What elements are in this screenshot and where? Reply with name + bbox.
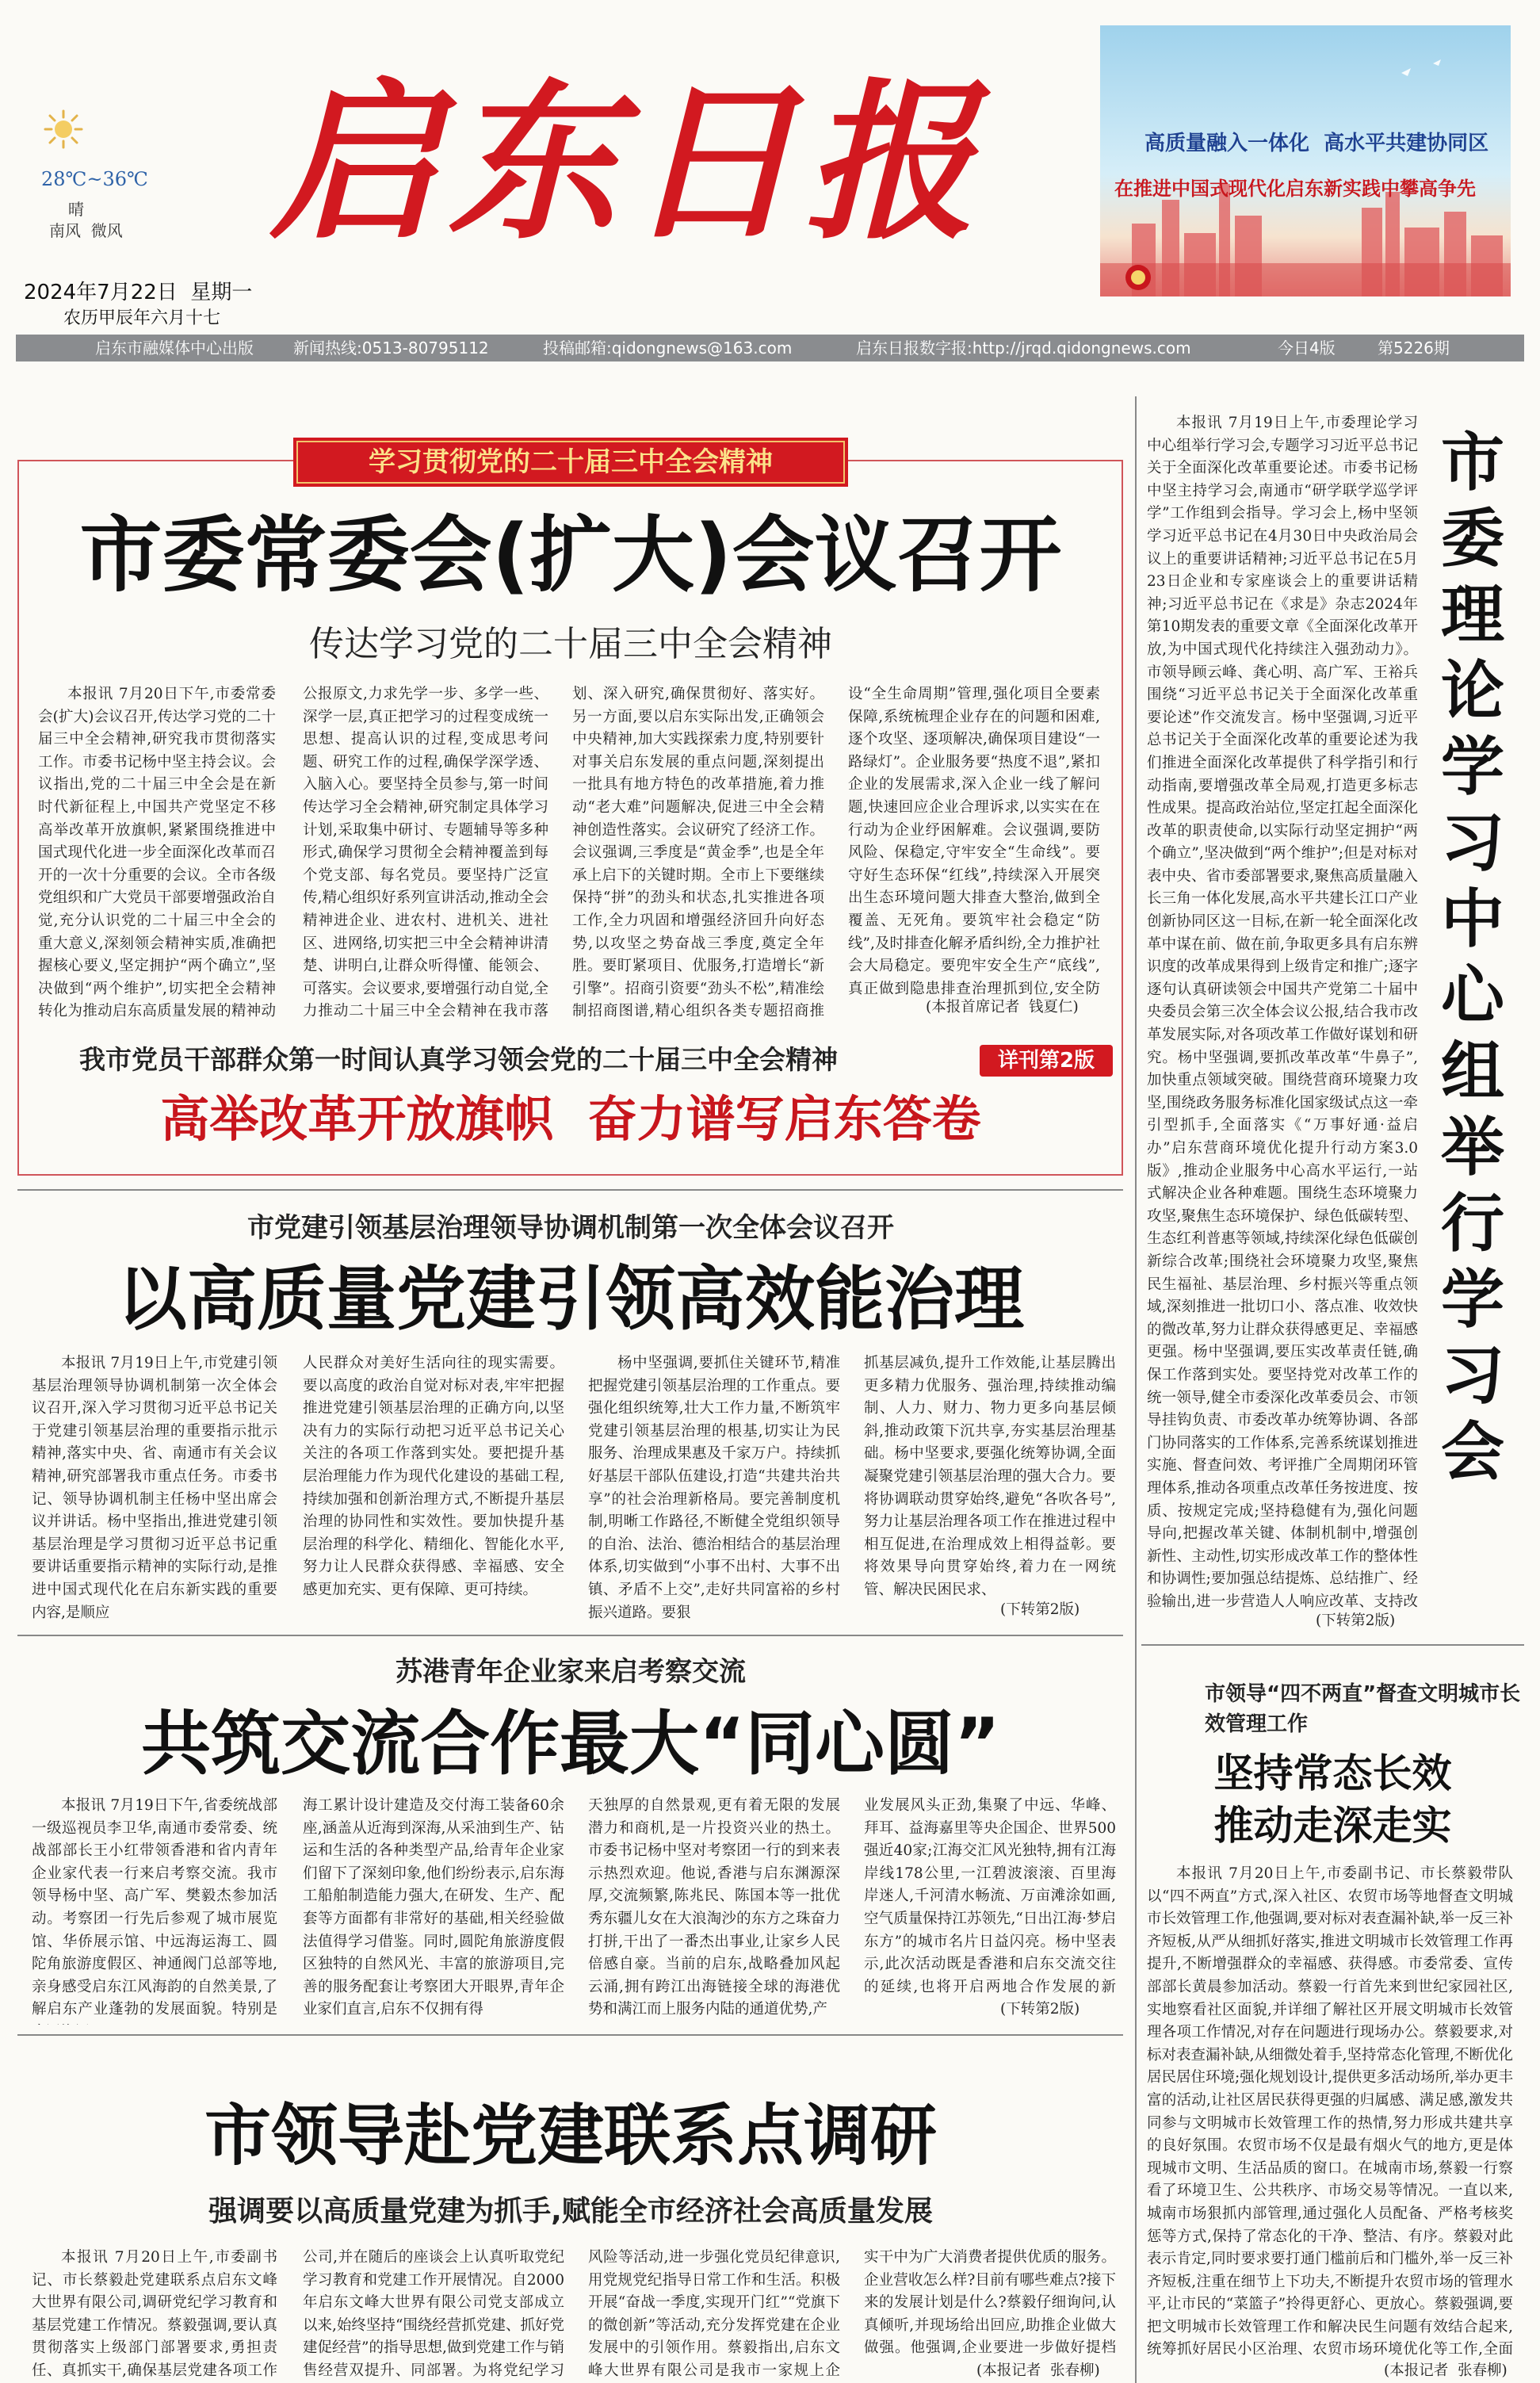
art3-col-4: 业发展风头正劲,集聚了中远、华峰、拜耳、益海嘉里等央企国企、世界500强近40家;江海交汇风光独特,拥有江海岸线178公里,一江碧波滚滚、百里海岸迷人,千河清水畅流、万亩滩涂如画,空气质量保持江苏领先,“日出江海·梦启东方”的城市名片日益闪亮。杨中坚表示,此次活动既是香港和启东交流交往的延续,也将开启两地合作发展的新: [864, 1797, 1116, 1995]
info-bar: [16, 335, 1524, 361]
art3-col-3: 天独厚的自然景观,更有着无限的发展潜力和商机,是一片投资兴业的热土。市委书记杨中坚对考察团一行的到来表示热烈欢迎。他说,香港与启东渊源深厚,交流频繁,陈兆民、陈国本等一批优秀东疆儿女在大浪淘沙的东方之珠奋力打拼,干出了一番杰出事业,让家乡人民倍感自豪。当前的启东,战略叠加风起云涌,拥有跨江出海链接全球的海港优势和满江而上服务内陆的通道优势,产: [588, 1797, 840, 2018]
column-divider: [1135, 396, 1137, 2383]
lead-banner-text: 学习贯彻党的二十届三中全会精神: [369, 446, 773, 478]
promo-slogan-2: 在推进中国式现代化启东新实践中攀高争先: [1114, 178, 1476, 200]
art4-col-4: 实干中为广大消费者提供优质的服务。企业营收怎么样?目前有哪些难点?接下来的发展计划是什么?蔡毅仔细询问,认真倾听,并现场给出回应,助推企业做大做强。他强调,企业要进一步做好提档: [864, 2249, 1116, 2357]
lead-subheadline: 传达学习党的二十届三中全会精神: [309, 624, 832, 664]
issue-number: 第5226期: [1378, 339, 1450, 358]
art3-col-2: 海工累计设计建造及交付海工装备60余座,涵盖从近海到深海,从采油到生产、钻运和生活的各种类型产品,给青年企业家们留下了深刻印象,他们纷纷表示,启东海工船舶制造能力强大,在研发、生产、配套等方面都有非常好的基础,相关经验做法值得学习借鉴。同时,圆陀角旅游度假区独特的自然风光、丰富的旅游项目,完善的服务配套让考察团大开眼界,青年企业家们直言,启东不仅拥有得: [303, 1797, 564, 2018]
lead-headline: 市委常委会(扩大)会议召开: [79, 507, 1062, 603]
lead-body-col-1: 本报讯 7月20日下午,市委常委会(扩大)会议召开,传达学习党的二十届三中全会精神,研究我市贯彻落实工作。市委书记杨中坚主持会议。会议指出,党的二十届三中全会是在新时代新征程上,中国共产党坚定不移高举改革开放旗帜,紧紧围绕推进中国式现代化进一步全面深化改革而召开的一次十分重要的会议。全市各级党组织和广大党员干部要增强政治自觉,充分认识党的二十届三中全会的重大意义,深刻领会精神实质,准确把握核心要义,坚定拥护“两个确立”,坚决做到“两个维护”,切实把全会精神转化为推动启东高质量发展的精神动: [38, 686, 276, 1019]
divider: [17, 1635, 1123, 1636]
page-count: 今日4版: [1278, 339, 1336, 358]
art4-byline: (本报记者 张春柳): [976, 2362, 1100, 2379]
sun-icon: [44, 109, 83, 149]
submission-email: 投稿邮箱:qidongnews@163.com: [543, 339, 793, 358]
right-bottom-kicker: 市领导“四不两直”督查文明城市长效管理工作: [1205, 1682, 1521, 1736]
right-top-text: 本报讯 7月19日上午,市委理论学习中心组举行学习会,专题学习习近平总书记关于全面深化改革重要论述。市委书记杨中坚主持学习会,南通市“研学联学巡学评学”工作组到会指导。学习会上,杨中坚领学习近平总书记在4月30日中央政治局会议上的重要讲话精神;习近平总书记在5月23日企业和专家座谈会上的重要讲话精神;习近平总书记在《求是》杂志2024年第10期发表的重要文章《全面深化改革开放,为中国式现代化持续注入强劲动力》。市领导顾云峰、龚心明、高广军、王裕兵围绕“习近平总书记关于全面深化改革重要论述”作交流发言。杨中坚强调,习近平总书记关于全面深化改革的重要论述为我们推进全面深化改革提供了科学指引和行动指南,要增强改革全局观,打造更多标志性成果。提高政治站位,坚定扛起全面深化改革的职责使命,以实际行动坚定拥护“两个确立”,坚决做到“两个维护”;但是对标对表中央、省市委部署要求,聚焦高质量融入长三角一体化发展,高水平共建长江口产业创新协同区这一目标,在新一轮全面深化改革中谋在前、做在前,争取更多具有启东辨识度的改革成果得到上级肯定和推广;逐字逐句认真研读领会中国共产党第二十届中央委员会第三次全体会议公报,结合我市改革发展实际,对各项改革工作做好谋划和研究。杨中坚强调,要抓改革改革“牛鼻子”,加快重点领域突破。围绕营商环境聚力攻坚,围绕政务服务标准化国家级试点这一牵引型抓手,全面落实《“万事好通·益启办”启东营商环境优化提升行动方案3.0版》,推动企业服务中心高水平运行,一站式解决企业各种难题。围绕生态环境聚力攻坚,聚焦生态环境保护、绿色低碳转型、生态红利普惠等领域,持续深化绿色低碳创新综合改革;围绕社会环境聚力攻坚,聚焦民生福祉、基层治理、乡村振兴等重点领域,深刻推进一批切口小、落点准、收效快的微改革,努力让群众获得感更足、幸福感更强。杨中坚强调,要压实改革责任链,确保工作落到实处。要坚持党对改革工作的统一领导,健全市委深化改革委员会、市领导挂钩负责、市委改革办统筹协调、各部门协同落实的工作体系,完善系统谋划推进实施、督查问效、考评推广全周期闭环管理体系,推动各项重点改革任务按进度、按质、按规定完成;坚持稳健有为,强化问题导向,把握改革关键、体制机制中,增强创新性、主动性,切实形成改革工作的整体性和协调性;要加强总结提炼、总结推广、经验输出,进一步营造人人响应改革、支持改: [1147, 415, 1418, 1609]
promo-banner: [1100, 25, 1511, 296]
right-bottom-headline-line-2: 推动走深走实: [1213, 1803, 1452, 1849]
right-bottom-text: 本报讯 7月20日上午,市委副书记、市长蔡毅带队以“四不两直”方式,深入社区、农贸市场等地督查文明城市长效管理工作,他强调,要对标对表查漏补缺,举一反三补齐短板,从严从细抓好落实,推进文明城市长效管理工作再提升,不断增强群众的幸福感、获得感。市委常委、宣传部部长黄晨参加活动。蔡毅一行首先来到世纪家园社区,实地察看社区面貌,并详细了解社区开展文明城市长效管理各项工作情况,对存在问题进行现场办公。蔡毅要求,对标对表查漏补缺,从细微处着手,坚持常态化管理,不断优化居民居住环境;强化规划设计,提供更多活动场所,举办更丰富的活动,让社区居民获得更强的归属感、满足感,激发共同参与文明城市长效管理工作的热情,努力形成共建共享的良好氛围。农贸市场不仅是最有烟火气的地方,更是体现城市文明、生活品质的窗口。在城南市场,蔡毅一行察看了环境卫生、公共秩序、市场交易等情况。一直以来,城南市场狠抓内部管理,通过强化人员配备、严格考核奖惩等方式,保持了常态化的干净、整洁、有序。蔡毅对此表示肯定,同时要求要打通门槛前后和门槛外,举一反三补齐短板,注重在细节上下功夫,不断提升农贸市场的管理水平,让市民的“菜篮子”拎得更舒心、更放心。蔡毅强调,要把文明城市长效管理工作和解决民生问题有效结合起来,统筹抓好居民小区治理、农贸市场环境优化等工作,全面: [1147, 1865, 1513, 2358]
divider: [1141, 1644, 1524, 1646]
art2-col-3: 杨中坚强调,要抓住关键环节,精准把握党建引领基层治理的工作重点。要强化组织统筹,壮大工作力量,不断筑牢党建引领基层治理的根基,切实让为民服务、治理成果惠及千家万户。持续抓好基层干部队伍建设,打造“共建共治共享”的社会治理新格局。要完善制度机制,明晰工作路径,不断健全党组织领导的自治、法治、德治相结合的基层治理体系,切实做到“小事不出村、大事不出镇、矛盾不上交”,走好共同富裕的乡村振兴道路。要狠: [588, 1355, 840, 1621]
publisher-label: 启东市融媒体中心出版: [95, 339, 254, 358]
art3-headline: 共筑交流合作最大“同心圆”: [141, 1703, 1000, 1784]
art4-headline: 市领导赴党建联系点调研: [204, 2097, 937, 2175]
art3-col-1: 本报讯 7月19日下午,省委统战部一级巡视员李卫华,南通市委常委、统战部部长王小红带领香港和省内青年企业家代表一行来启考察交流。我市领导杨中坚、高广军、樊毅杰参加活动。考察团一行先后参观了城市展览馆、华侨展示馆、中远海运海工、圆陀角旅游度假区、神通阀门总部等地,亲身感受启东江风海韵的自然美景,了解启东产业蓬勃的发展面貌。特别是: [32, 1797, 277, 2018]
divider: [17, 1189, 1123, 1191]
art2-col-2: 人民群众对美好生活向往的现实需要。要以高度的政治自觉对标对表,牢牢把握推进党建引领基层治理的正确方向,以坚决有力的实际行动把习近平总书记关心关注的各项工作落到实处。要把提升基层治理能力作为现代化建设的基础工程,持续加强和创新治理方式,不断提升基层治理的协同性和实效性。要加快提升基层治理的科学化、精细化、智能化水平,努力让人民群众获得感、幸福感、安全感更加充实、更有保障、更可持续。: [303, 1355, 564, 1598]
lead-sub-summary: 我市党员干部群众第一时间认真学习领会党的二十届三中全会精神: [79, 1044, 838, 1075]
right-top-vertical-headline: 市委理论学习中心组举行学习会: [1441, 426, 1504, 1489]
lunar-date: 农历甲辰年六月十七: [63, 308, 221, 328]
art4-col-2: 公司,并在随后的座谈会上认真听取党纪学习教育和党建工作开展情况。自2000年启东文峰大世界有限公司党支部成立以来,始终坚持“围绕经营抓党建、抓好党建促经营”的指导思想,做到党建工作与销售经营双提升、同部署。为将党纪学习: [303, 2249, 564, 2379]
lead-body-col-3: 划、深入研究,确保贯彻好、落实好。另一方面,要以启东实际出发,正确领会中央精神,加大实践探索力度,特别要针对事关启东发展的重点问题,深刻提出一批具有地方特色的改革措施,着力推动“老大难”问题解决,促进三中全会精神创造性落实。会议研究了经济工作。会议强调,三季度是“黄金季”,也是全年承上启下的关键时期。全市上下要继续保持“拼”的劲头和状态,扎实推进各项工作,全力巩固和增强经济回升向好态势,以攻坚之势奋战三季度,奠定全年胜。要盯紧项目、优服务,打造增长“新引擎”。招商引资要“劲头不松”,精准绘制招商图谱,精心组织各类专题招商推: [572, 686, 824, 1019]
news-hotline: 新闻热线:0513-80795112: [293, 339, 489, 358]
weather-wind: 南风 微风: [49, 221, 123, 240]
divider: [17, 2034, 1123, 2036]
weather-temperature: 28℃~36℃: [41, 168, 148, 190]
lead-sub-headline: 高举改革开放旗帜 奋力谱写启东答卷: [160, 1090, 981, 1148]
art2-col-4: 抓基层减负,提升工作效能,让基层腾出更多精力优服务、强治理,持续推动编制、人力、财力、物力更多向基层倾斜,推动政策下沉共享,夯实基层治理基础。杨中坚要求,要强化统筹协调,全面凝聚党建引领基层治理的强大合力。要将协调联动贯穿始终,避免“各吹各号”,努力让基层治理各项工作在推进过程中相互促进,在治理成效上相得益彰。要将效果导向贯穿始终,着力在一网统管、解决民困民求、: [864, 1355, 1116, 1598]
lead-body-col-4: 设“全生命周期”管理,强化项目全要素保障,系统梳理企业存在的问题和困难,逐个攻坚、逐项解决,确保项目建设“一路绿灯”。企业服务要“热度不退”,紧扣企业的发展需求,深入企业一线了解问题,快速回应企业合理诉求,以实实在在行动为企业纾困解难。会议强调,要防风险、保稳定,守牢安全“生命线”。要守好生态环保“红线”,持续深入开展突出生态环境问题大排查大整治,做到全覆盖、无死角。要筑牢社会稳定“防线”,及时排查化解矛盾纠纷,全力推护社会大局稳定。要兜牢安全生产“底线”,真正做到隐患排查治理抓到位,安全防: [848, 686, 1100, 996]
newspaper-title: 启东日报: [269, 62, 983, 262]
right-bottom-headline-line-1: 坚持常态长效: [1213, 1750, 1452, 1796]
art2-continued: (下转第2版): [1000, 1601, 1080, 1618]
right-top-continued: (下转第2版): [1316, 1612, 1396, 1629]
art3-continued: (下转第2版): [1000, 2001, 1080, 2018]
art3-kicker: 苏港青年企业家来启考察交流: [396, 1656, 746, 1688]
city-skyline-illustration: [1100, 25, 1511, 296]
weather-condition: 晴: [68, 200, 84, 219]
art4-col-1: 本报讯 7月20日上午,市委副书记、市长蔡毅赴党建联系点启东文峰大世界有限公司,调研党纪学习教育和基层党建工作情况。蔡毅强调,要认真贯彻落实上级部门部署要求,勇担责任、真抓实干,确保基层党建各项工作: [32, 2249, 277, 2379]
art2-headline: 以高质量党建引领高效能治理: [117, 1258, 1024, 1340]
art2-kicker: 市党建引领基层治理领导协调机制第一次全体会议召开: [247, 1212, 894, 1244]
lead-banner: [293, 438, 848, 487]
art4-col-3: 风险等活动,进一步强化党员纪律意识,用党规党纪指导日常工作和生活。积极开展“奋战一季度,实现开门红”“党旗下的微创新”等活动,充分发挥党建在企业发展中的引领作用。蔡毅指出,启东文峰大世界有限公司是我市一家规上企: [588, 2249, 840, 2379]
art4-subheadline: 强调要以高质量党建为抓手,赋能全市经济社会高质量发展: [208, 2195, 933, 2228]
digital-edition-url: 启东日报数字报:http://jrqd.qidongnews.com: [856, 339, 1191, 358]
right-bottom-byline: (本报记者 张春柳): [1384, 2362, 1508, 2379]
art2-col-1: 本报讯 7月19日上午,市党建引领基层治理领导协调机制第一次全体会议召开,深入学习贯彻习近平总书记关于党建引领基层治理的重要指示批示精神,落实中央、省、南通市有关会议精神,研究部署我市重点任务。市委书记、领导协调机制主任杨中坚出席会议并讲话。杨中坚指出,推进党建引领基层治理是学习贯彻习近平总书记重要讲话重要指示精神的实际行动,是推进中国式现代化在启东新实践的重要内容,是顺应: [32, 1355, 277, 1621]
detail-page-tag: 详刊第2版: [980, 1045, 1113, 1077]
issue-date: 2024年7月22日 星期一: [24, 281, 253, 304]
promo-slogan-1: 高质量融入一体化 高水平共建协同区: [1144, 132, 1489, 155]
lead-byline: (本报首席记者 钱夏仁): [926, 999, 1079, 1016]
lead-body-col-2: 公报原文,力求先学一步、多学一些、深学一层,真正把学习的过程变成统一思想、提高认识的过程,变成思考问题、研究工作的过程,确保学深学透、入脑入心。要坚持全员参与,第一时间传达学习全会精神,研究制定具体学习计划,采取集中研讨、专题辅导等多种形式,确保学习贯彻全会精神覆盖到每个党支部、每名党员。要坚持广泛宣传,精心组织好系列宣讲活动,推动全会精神进企业、进农村、进机关、进社区、进网络,切实把三中全会精神讲清楚、讲明白,让群众听得懂、能领会、可落实。会议要求,要增强行动自觉,全力推动二十届三中全会精神在我市落: [303, 686, 548, 1019]
